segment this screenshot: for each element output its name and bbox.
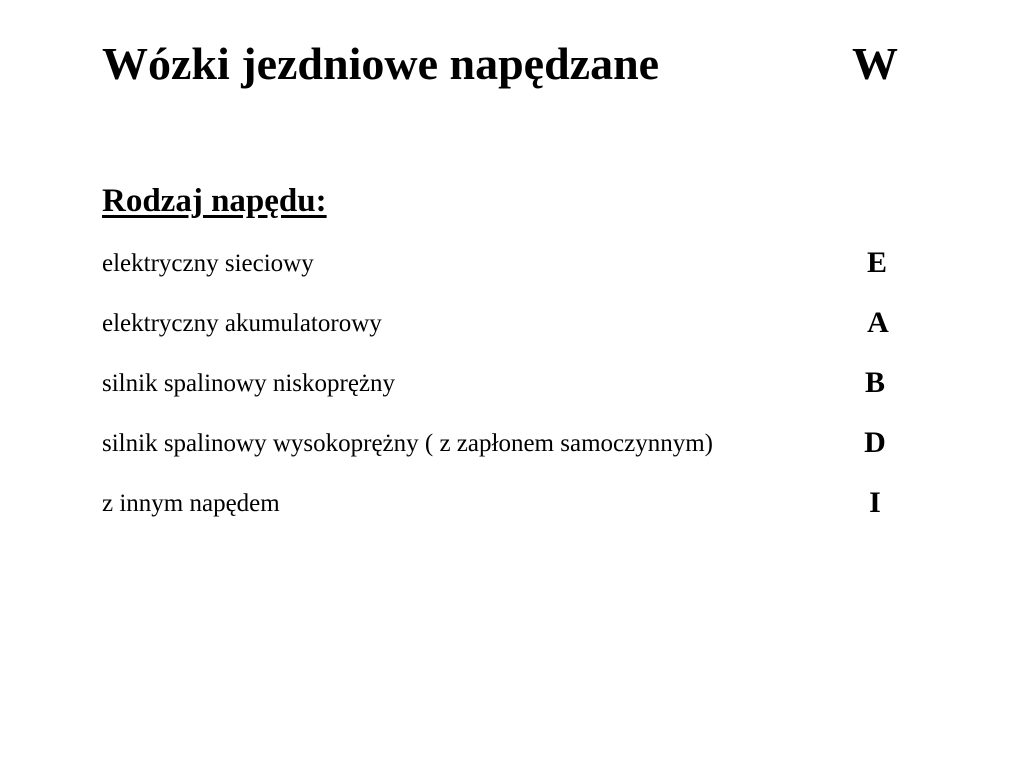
slide-title: Wózki jezdniowe napędzane bbox=[102, 38, 660, 89]
drive-type-code: D bbox=[864, 426, 886, 459]
drive-type-code: A bbox=[867, 306, 889, 339]
drive-type-code: E bbox=[866, 246, 887, 279]
drive-type-row bbox=[102, 364, 902, 404]
drive-type-code: I bbox=[869, 486, 881, 519]
drive-type-row bbox=[102, 424, 902, 464]
drive-type-label: elektryczny sieciowy bbox=[102, 250, 314, 277]
drive-type-label: silnik spalinowy wysokoprężny ( z zapłonem samoczynnym) bbox=[102, 430, 713, 457]
drive-type-label: elektryczny akumulatorowy bbox=[102, 310, 382, 337]
drive-type-row bbox=[102, 484, 902, 524]
drive-type-row bbox=[102, 244, 902, 284]
drive-type-label: silnik spalinowy niskoprężny bbox=[102, 370, 396, 397]
drive-type-row bbox=[102, 304, 902, 344]
drive-type-code: B bbox=[864, 366, 885, 399]
drive-type-label: z innym napędem bbox=[102, 490, 280, 517]
section-heading: Rodzaj napędu: bbox=[102, 183, 327, 219]
title-code: W bbox=[852, 38, 898, 89]
